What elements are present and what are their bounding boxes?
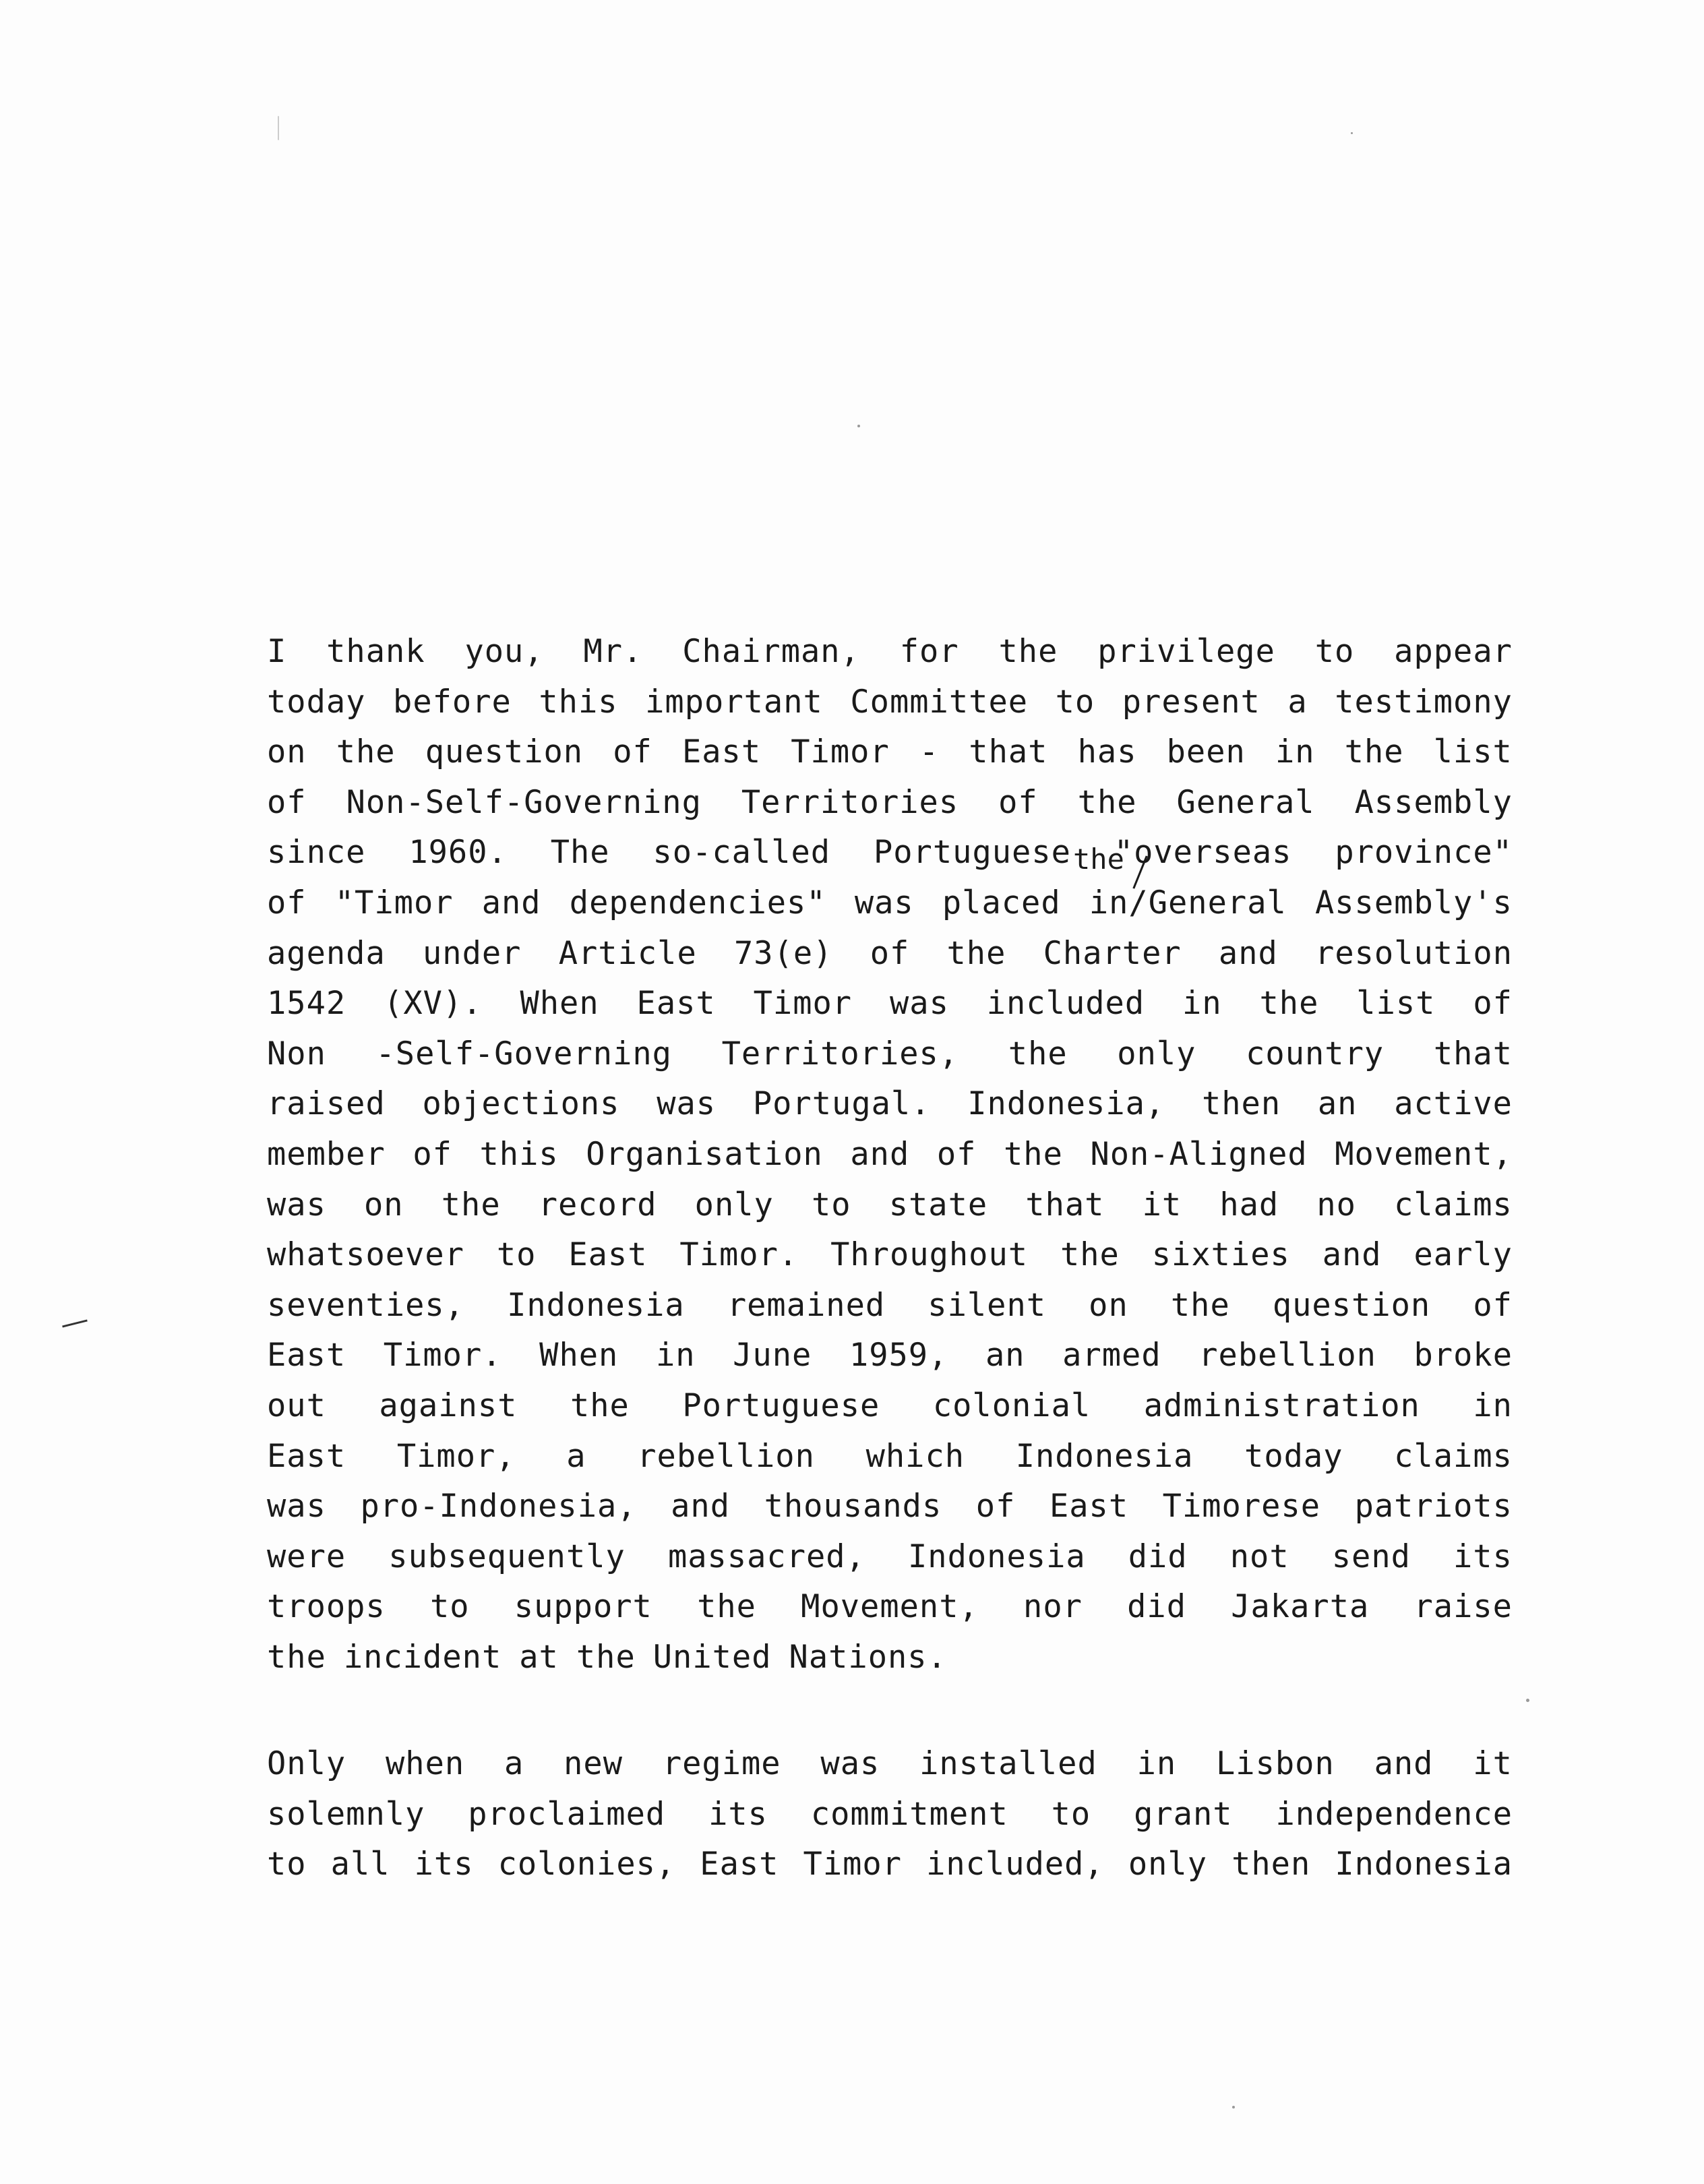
text-line (267, 929, 1513, 979)
word: thousands (764, 1488, 942, 1525)
word: pro-Indonesia, (360, 1488, 637, 1525)
word: on (364, 1186, 404, 1223)
word: the (570, 1387, 630, 1424)
word: East (1049, 1488, 1129, 1525)
word: state (888, 1186, 988, 1223)
word: a (504, 1745, 524, 1782)
word: subsequently (388, 1538, 626, 1575)
word: of (998, 783, 1038, 821)
text-line (267, 979, 1513, 1029)
word: to (811, 1186, 851, 1223)
word: was (820, 1745, 880, 1782)
scan-speck (1351, 132, 1353, 134)
word: grant (1134, 1795, 1233, 1833)
word: incident (343, 1638, 502, 1676)
word: Indonesia (1335, 1846, 1513, 1883)
word: was (267, 1186, 326, 1223)
word: Throughout (830, 1236, 1029, 1274)
word: Portugal. (752, 1085, 931, 1123)
text-line (267, 627, 1513, 677)
word: and (850, 1135, 910, 1173)
word: its (1453, 1538, 1513, 1575)
word: important (645, 683, 823, 721)
word: June (733, 1337, 812, 1374)
word: and (481, 884, 541, 921)
word: remained (727, 1286, 886, 1324)
word: East (681, 733, 762, 771)
word: only (1117, 1035, 1196, 1072)
word: (XV). (384, 985, 483, 1023)
word: Territories (741, 783, 959, 821)
word: out (267, 1387, 326, 1424)
word: its (708, 1795, 768, 1833)
word: whatsoever (267, 1236, 464, 1274)
word: record (538, 1186, 657, 1223)
word: in (1136, 1745, 1177, 1782)
word: Movement, (1335, 1135, 1513, 1173)
text-line (267, 1840, 1513, 1890)
word: all (330, 1846, 390, 1883)
word: Portuguese (873, 834, 1071, 872)
word: were (267, 1538, 346, 1575)
word: the (1344, 733, 1404, 771)
word: on (267, 733, 307, 771)
word: to (1051, 1795, 1091, 1833)
margin-mark (62, 1319, 88, 1327)
word: been (1166, 733, 1246, 771)
word: the (1170, 1286, 1230, 1324)
word: to (429, 1588, 470, 1626)
word: 1959, (849, 1337, 948, 1374)
word: was (854, 884, 914, 921)
word: rebellion (637, 1437, 815, 1475)
text-line (267, 1482, 1513, 1532)
text-line (267, 1029, 1513, 1080)
word: you, (464, 633, 544, 670)
handwritten-insertion: the (1073, 843, 1124, 876)
text-line (267, 1230, 1513, 1281)
word: has (1077, 733, 1137, 771)
word: Chairman, (682, 633, 860, 670)
word: East (267, 1337, 346, 1374)
word: Charter (1043, 934, 1182, 972)
text-line (267, 1331, 1513, 1381)
word: - (919, 733, 940, 771)
word: -Self-Governing (375, 1035, 672, 1072)
word: East (700, 1846, 779, 1883)
word: the (576, 1638, 636, 1676)
word: it (1473, 1745, 1513, 1782)
word: the (441, 1186, 501, 1223)
word: When (520, 985, 599, 1023)
word: it (1142, 1186, 1182, 1223)
word: agenda (267, 934, 386, 972)
word: of (613, 733, 652, 771)
word: Indonesia, (967, 1085, 1165, 1123)
word: its (414, 1846, 474, 1883)
word: solemnly (267, 1795, 425, 1833)
text-line (267, 1739, 1513, 1790)
word: objections (422, 1085, 620, 1123)
word: this (479, 1135, 559, 1173)
word: when (386, 1745, 465, 1782)
word: support (514, 1588, 652, 1626)
word: of (936, 1135, 977, 1173)
word: to (496, 1236, 537, 1274)
word: East (267, 1437, 346, 1475)
word: patriots (1354, 1488, 1513, 1525)
word: present (1122, 683, 1260, 721)
scan-speck (857, 425, 860, 427)
word: When (539, 1337, 619, 1374)
word: Jakarta (1231, 1588, 1370, 1626)
word: that (1025, 1186, 1105, 1223)
word: in (655, 1337, 696, 1374)
word: new (564, 1745, 623, 1782)
word: "Timor (334, 884, 454, 921)
word: proclaimed (468, 1795, 666, 1833)
word: Timor (803, 1846, 903, 1883)
word: East (568, 1236, 648, 1274)
word: thank (326, 633, 425, 670)
word: today (1244, 1437, 1343, 1475)
word: question (1272, 1286, 1431, 1324)
word: massacred, (667, 1538, 865, 1575)
text-line (267, 1582, 1513, 1633)
word: that (969, 733, 1048, 771)
word: an (985, 1337, 1025, 1374)
word: East (636, 985, 716, 1023)
text-line (267, 727, 1513, 778)
word: placed (942, 884, 1061, 921)
word: the (1008, 1035, 1068, 1072)
text-line (267, 1180, 1513, 1231)
word: at (519, 1638, 559, 1676)
word: included, (926, 1846, 1104, 1883)
word: Timor (791, 733, 890, 771)
word: commitment (810, 1795, 1008, 1833)
text-line (267, 878, 1513, 929)
word: Non-Self-Governing (346, 783, 702, 821)
word: Only (267, 1745, 346, 1782)
word: 1542 (267, 985, 346, 1023)
text-line (267, 1381, 1513, 1432)
word: an (1317, 1085, 1358, 1123)
word: broke (1413, 1337, 1513, 1374)
text-line (267, 1079, 1513, 1130)
text-line (267, 677, 1513, 728)
word: this (539, 683, 618, 721)
word: colonial (932, 1387, 1091, 1424)
paragraph-2 (267, 1739, 1513, 1890)
word: claims (1394, 1186, 1513, 1223)
word: the (1060, 1236, 1120, 1274)
text-line (267, 1633, 1513, 1683)
word: since (267, 834, 366, 872)
word: in (1473, 1387, 1513, 1424)
word: I (267, 633, 287, 670)
word: Timor. (679, 1236, 799, 1274)
word: colonies, (497, 1846, 676, 1883)
word: today (267, 683, 366, 721)
word: 73(e) (734, 934, 833, 972)
word: installed (919, 1745, 1097, 1782)
word: testimony (1335, 683, 1513, 721)
word: was (267, 1488, 326, 1525)
word: in (1182, 985, 1222, 1023)
word: had (1219, 1186, 1279, 1223)
word: on (1089, 1286, 1128, 1324)
word: to (1055, 683, 1095, 721)
word: regime (662, 1745, 781, 1782)
word: member (267, 1135, 386, 1173)
word: administration (1143, 1387, 1420, 1424)
word: then (1201, 1085, 1281, 1123)
word: question (425, 733, 584, 771)
word: in/General (1089, 884, 1287, 921)
word: the (697, 1588, 756, 1626)
word: Committee (850, 683, 1029, 721)
word: for (899, 633, 959, 670)
paragraph-1 (267, 627, 1513, 1682)
word: list (1356, 985, 1436, 1023)
word: not (1229, 1538, 1289, 1575)
word: seventies, (267, 1286, 464, 1324)
word: raise (1413, 1588, 1513, 1626)
word: only (694, 1186, 774, 1223)
word: Mr. (583, 633, 643, 670)
word: Non (267, 1035, 326, 1072)
word: independence (1275, 1795, 1513, 1833)
scan-speck (1526, 1699, 1529, 1702)
word: no (1316, 1186, 1356, 1223)
text-line (267, 1790, 1513, 1840)
word: of (1473, 985, 1513, 1023)
word: of (1473, 1286, 1513, 1324)
scan-speck (1232, 2106, 1235, 2109)
word: of (975, 1488, 1016, 1525)
word: so-called (652, 834, 831, 872)
word: Article (558, 934, 697, 972)
word: send (1331, 1538, 1411, 1575)
word: Assembly (1354, 783, 1513, 821)
word: was (889, 985, 949, 1023)
word: to (1314, 633, 1355, 670)
word: Portuguese (682, 1387, 880, 1424)
word: 1960. (408, 834, 508, 872)
text-line (267, 1130, 1513, 1180)
word: included (986, 985, 1145, 1023)
word: The (550, 834, 610, 872)
word: country (1246, 1035, 1384, 1072)
word: the (946, 934, 1006, 972)
word: Timorese (1162, 1488, 1321, 1525)
word: United (652, 1638, 772, 1676)
word: appear (1394, 633, 1513, 670)
word: the (998, 633, 1058, 670)
word: "overseas (1114, 834, 1292, 872)
word: claims (1394, 1437, 1513, 1475)
word: resolution (1315, 934, 1513, 972)
text-line (267, 1281, 1513, 1331)
word: the (336, 733, 396, 771)
word: a (1287, 683, 1308, 721)
word: early (1413, 1236, 1513, 1274)
word: sixties (1151, 1236, 1290, 1274)
word: and (671, 1488, 731, 1525)
word: raised (267, 1085, 386, 1123)
word: the (1003, 1135, 1063, 1173)
word: before (393, 683, 512, 721)
text-line (267, 778, 1513, 828)
scan-speck (278, 116, 279, 140)
word: Indonesia (1015, 1437, 1194, 1475)
word: Nations. (789, 1638, 947, 1676)
word: under (423, 934, 522, 972)
word: Timor, (396, 1437, 516, 1475)
word: of (870, 934, 910, 972)
word: in (1275, 733, 1315, 771)
word: which (865, 1437, 965, 1475)
word: armed (1062, 1337, 1161, 1374)
word: troops (267, 1588, 386, 1626)
word: and (1322, 1236, 1382, 1274)
word: was (657, 1085, 717, 1123)
word: Assembly's (1314, 884, 1513, 921)
word: Organisation (586, 1135, 823, 1173)
word: only (1128, 1846, 1208, 1883)
word: silent (927, 1286, 1047, 1324)
word: Lisbon (1216, 1745, 1335, 1782)
word: the (1259, 985, 1319, 1023)
word: Indonesia (908, 1538, 1086, 1575)
word: against (379, 1387, 518, 1424)
word: the (267, 1638, 326, 1676)
word: that (1433, 1035, 1513, 1072)
word: Timor (753, 985, 853, 1023)
word: of (413, 1135, 452, 1173)
text-line (267, 1432, 1513, 1482)
word: Indonesia (507, 1286, 685, 1324)
word: Territories, (721, 1035, 959, 1072)
word: of (267, 783, 307, 821)
word: Non-Aligned (1090, 1135, 1308, 1173)
word: did (1128, 1538, 1188, 1575)
word: did (1127, 1588, 1187, 1626)
word: privilege (1097, 633, 1275, 670)
text-line (267, 828, 1513, 878)
word: Movement, (801, 1588, 979, 1626)
word: Timor. (383, 1337, 502, 1374)
word: dependencies" (569, 884, 826, 921)
word: rebellion (1198, 1337, 1376, 1374)
word: province" (1335, 834, 1513, 872)
word: General (1176, 783, 1315, 821)
word: the (1077, 783, 1137, 821)
word: to (267, 1846, 307, 1883)
word: active (1394, 1085, 1513, 1123)
text-line (267, 1532, 1513, 1583)
word: and (1374, 1745, 1434, 1782)
word: list (1433, 733, 1513, 771)
word: then (1231, 1846, 1311, 1883)
word: nor (1023, 1588, 1083, 1626)
word: and (1218, 934, 1278, 972)
word: of (267, 884, 307, 921)
word: a (566, 1437, 586, 1475)
